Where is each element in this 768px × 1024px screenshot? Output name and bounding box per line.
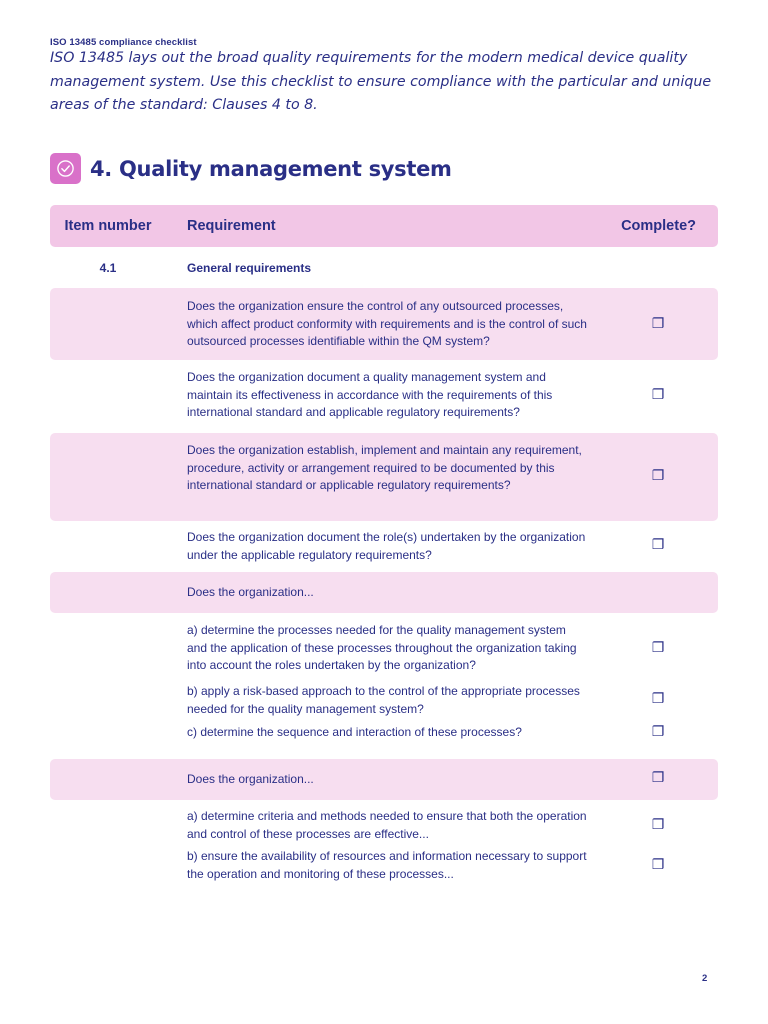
document-header-label: ISO 13485 compliance checklist [50, 37, 197, 48]
page-number: 2 [702, 973, 708, 984]
section-title: 4. Quality management system [90, 156, 452, 181]
table-row [50, 759, 718, 800]
checkbox[interactable]: ❐ [651, 640, 665, 656]
checkbox[interactable]: ❐ [651, 857, 665, 873]
requirement-text: a) determine the processes needed for the quality management system and the application of these processes throughout the organization taking into account the roles undertaken by the organization? [187, 623, 577, 672]
checkbox[interactable]: ❐ [651, 691, 665, 707]
check-circle-icon [50, 153, 81, 184]
requirement-text: Does the organization... [187, 585, 314, 599]
table-row [50, 521, 718, 572]
requirement-text: a) determine criteria and methods needed to ensure that both the operation and control of these processes are effective... [187, 809, 587, 841]
table-row [50, 572, 718, 613]
checkbox[interactable]: ❐ [651, 387, 665, 403]
requirement-text: Does the organization establish, implement and maintain any requirement, procedure, activity or arrangement required to be documented by this international standard or applicable regulatory requirements? [187, 443, 582, 492]
checklist-table [50, 205, 718, 884]
table-row [50, 723, 718, 759]
requirement-text: c) determine the sequence and interaction of these processes? [187, 725, 522, 739]
table-row [50, 681, 718, 723]
table-row [50, 844, 718, 884]
header-complete: Complete? [621, 218, 696, 234]
checkbox[interactable]: ❐ [651, 817, 665, 833]
checkbox[interactable]: ❐ [651, 468, 665, 484]
requirement-text: Does the organization ensure the control of any outsourced processes, which affect product conformity with requirements and is the control of such outsourced processes identifiable within the QM system? [187, 299, 587, 348]
table-row [50, 433, 718, 521]
requirement-text: Does the organization document the role(s) undertaken by the organization under the applicable regulatory requirements? [187, 530, 586, 562]
checkbox[interactable]: ❐ [651, 316, 665, 332]
table-row [50, 800, 718, 844]
header-requirement: Requirement [187, 218, 276, 234]
checkbox[interactable]: ❐ [651, 724, 665, 740]
item-number: 4.1 [99, 261, 117, 275]
requirement-text: Does the organization... [187, 772, 314, 786]
table-header-row [50, 205, 718, 247]
table-row [50, 360, 718, 433]
table-row [50, 288, 718, 360]
checkbox[interactable]: ❐ [651, 537, 665, 553]
table-row-item-title [50, 247, 718, 288]
checkbox[interactable]: ❐ [651, 770, 665, 786]
table-row [50, 613, 718, 681]
requirement-text: b) apply a risk-based approach to the control of the appropriate processes needed for the quality management system? [187, 684, 580, 716]
requirement-text: b) ensure the availability of resources and information necessary to support the operation and monitoring of these processes... [187, 849, 587, 881]
intro-paragraph: ISO 13485 lays out the broad quality requirements for the modern medical device quality management system. Use this checklist to ensure compliance with the particular and unique areas of the standard: Clauses 4 to 8. [50, 50, 712, 113]
requirement-text: Does the organization document a quality management system and maintain its effectiveness in accordance with the requirements of this international standard and applicable regulatory requirements? [187, 370, 553, 419]
header-item-number: Item number [64, 218, 152, 234]
item-title: General requirements [187, 261, 312, 275]
section-heading [50, 153, 452, 184]
